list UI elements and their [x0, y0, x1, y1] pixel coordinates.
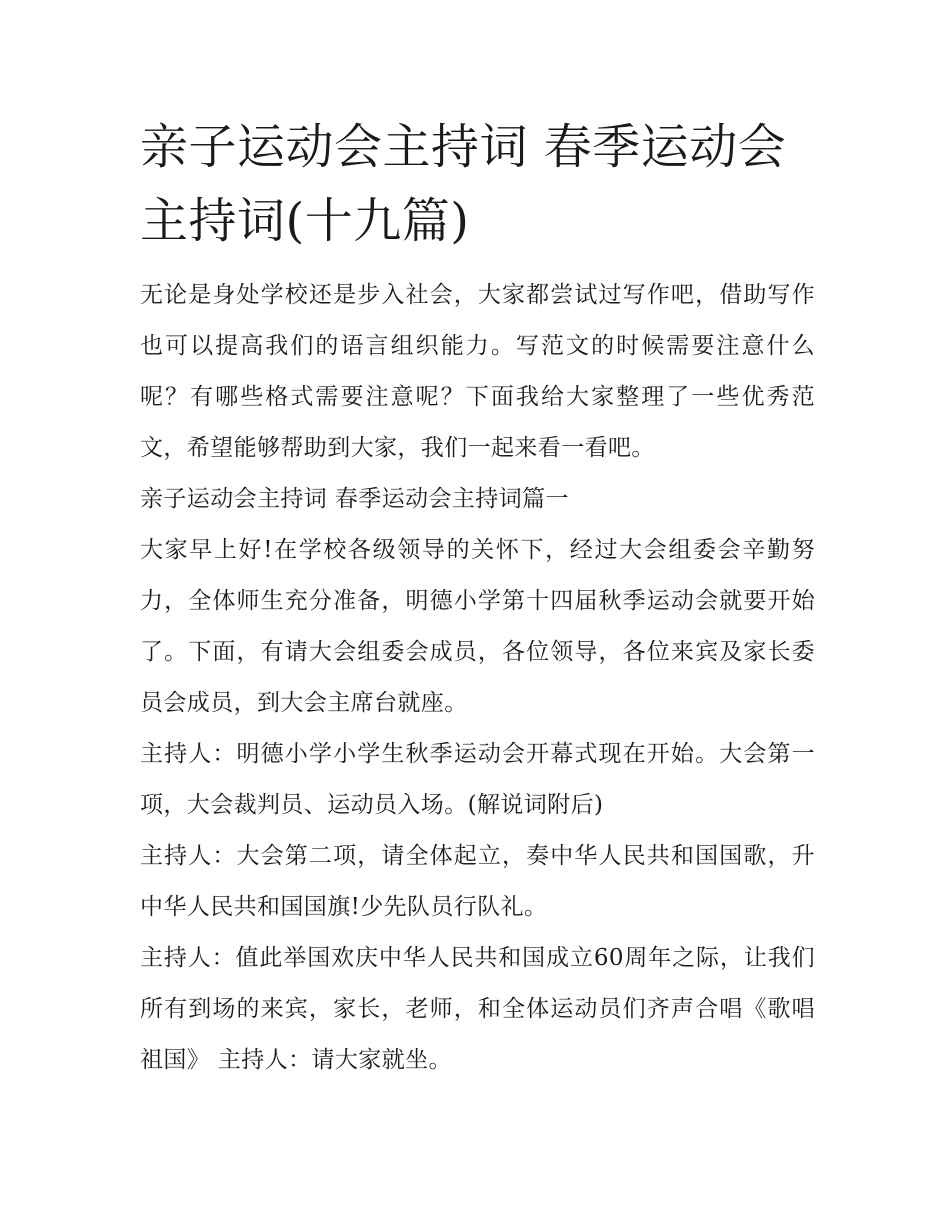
- document-page: [140, 110, 815, 1086]
- body-paragraph: 主持人：明德小学小学生秋季运动会开幕式现在开始。大会第一项，大会裁判员、运动员入场。(解说词附后): [140, 741, 815, 818]
- document-title: 亲子运动会主持词 春季运动会主持词(十九篇): [140, 119, 787, 249]
- intro-paragraph: 无论是身处学校还是步入社会，大家都尝试过写作吧，借助写作也可以提高我们的语言组织能力。写范文的时候需要注意什么呢？有哪些格式需要注意呢？下面我给大家整理了一些优秀范文，希望能够帮助到大家，我们一起来看一看吧。: [140, 282, 815, 461]
- body-paragraph: 主持人：值此举国欢庆中华人民共和国成立60周年之际，让我们所有到场的来宾，家长，老师，和全体运动员们齐声合唱《歌唱祖国》 主持人：请大家就坐。: [140, 945, 815, 1073]
- body-paragraph: 大家早上好!在学校各级领导的关怀下，经过大会组委会辛勤努力，全体师生充分准备，明德小学第十四届秋季运动会就要开始了。下面，有请大会组委会成员，各位领导，各位来宾及家长委员会成员，到大会主席台就座。: [140, 537, 815, 716]
- body-paragraph: 主持人：大会第二项，请全体起立，奏中华人民共和国国歌，升中华人民共和国国旗!少先队员行队礼。: [140, 843, 815, 920]
- section-heading: 亲子运动会主持词 春季运动会主持词篇一: [140, 486, 569, 512]
